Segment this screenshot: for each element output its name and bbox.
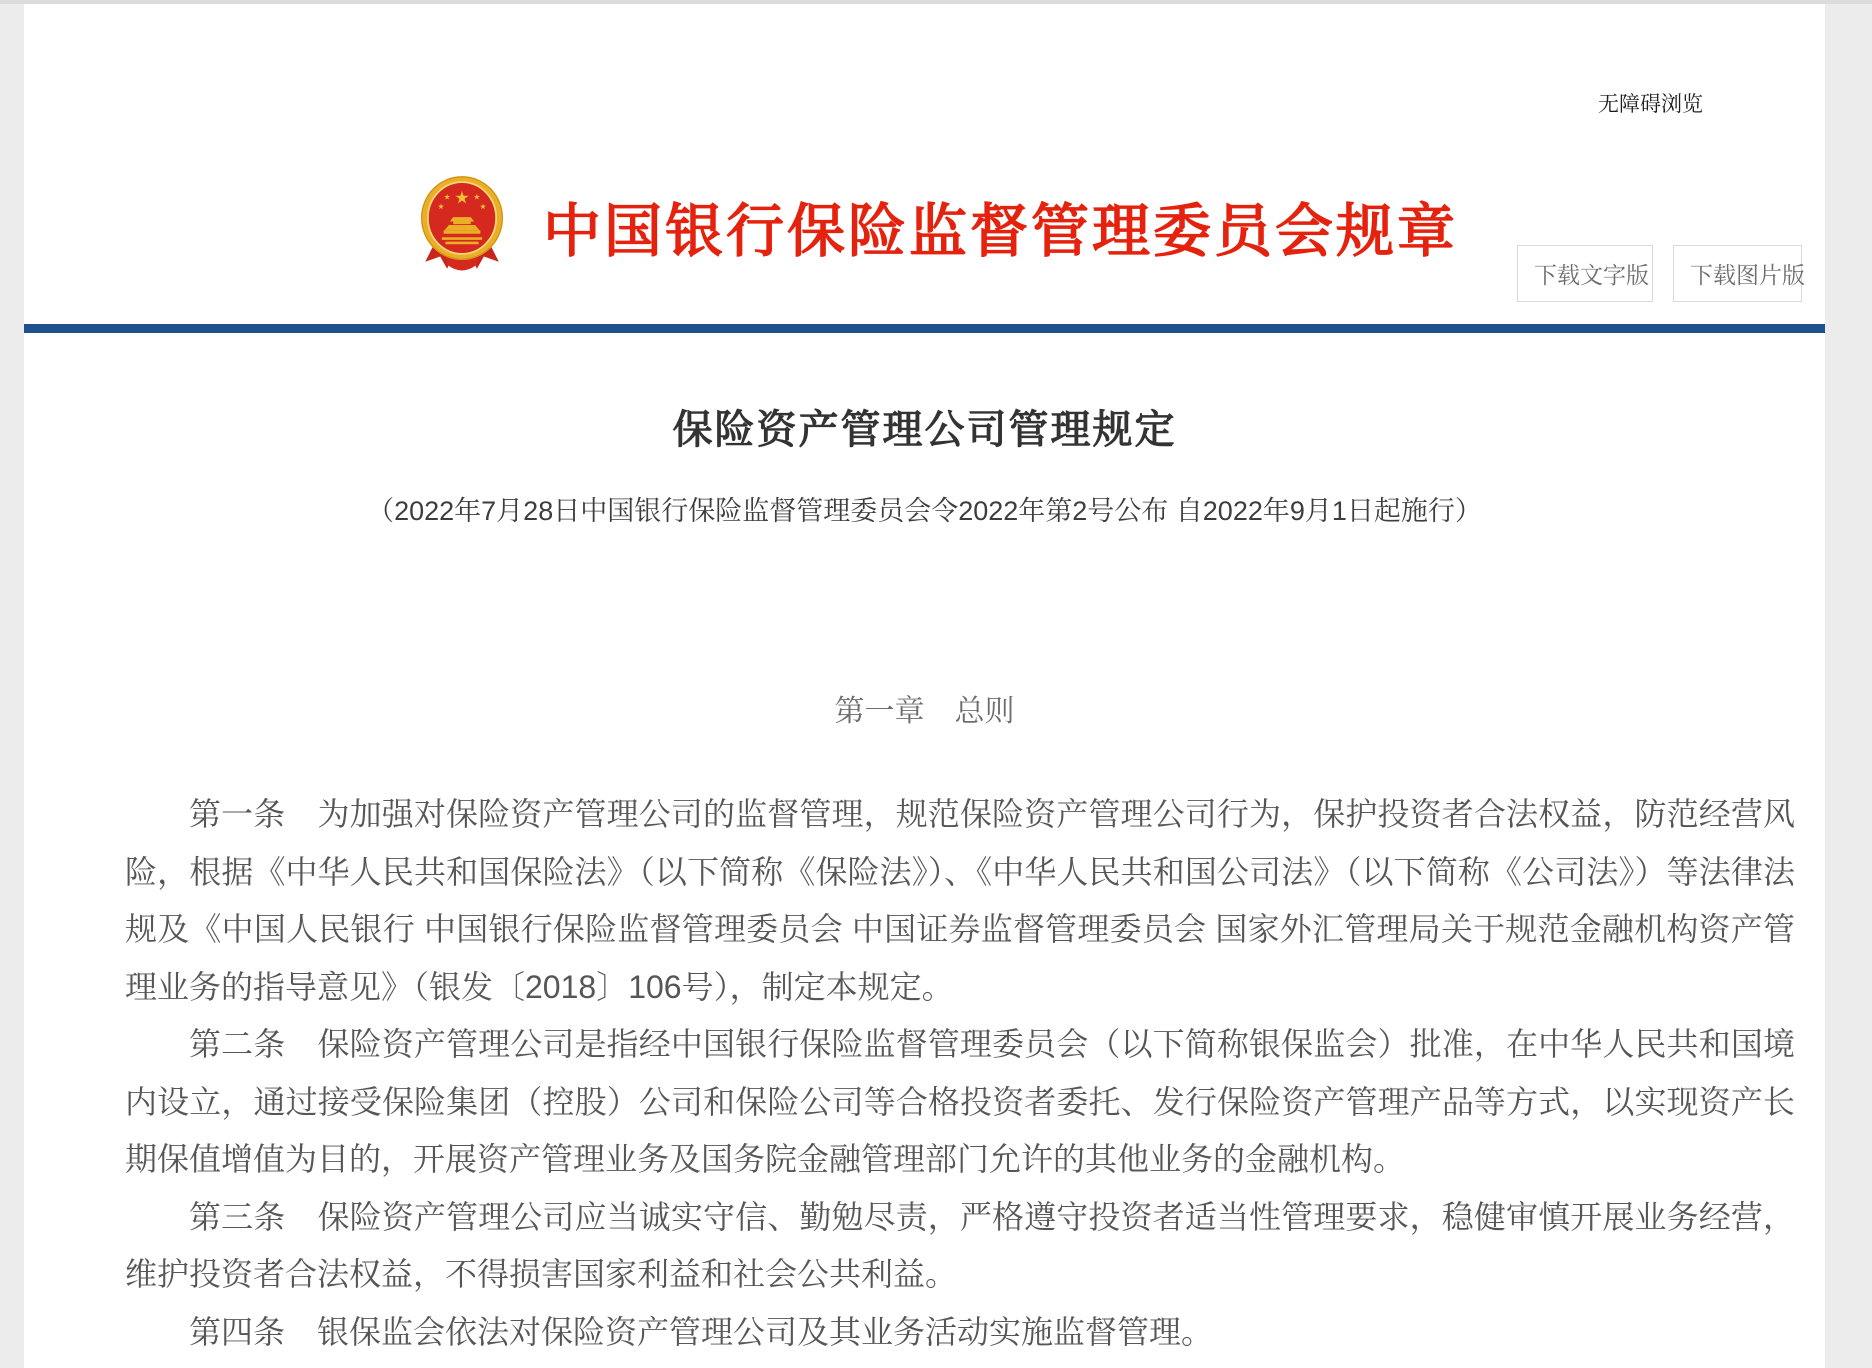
download-text-version-button[interactable]: 下载文字版: [1517, 245, 1653, 302]
accessibility-browse-link[interactable]: 无障碍浏览: [1598, 93, 1703, 116]
chapter-heading: 第一章 总则: [834, 695, 1015, 728]
document-paragraph: 第二条 保险资产管理公司是指经中国银行保险监督管理委员会（以下简称银保监会）批准，在中华人民共和国境内设立，通过接受保险集团（控股）公司和保险公司等合格投资者委托、发行保险资产管理产品等方式，以实现资产长期保值增值为目的，开展资产管理业务及国务院金融管理部门允许的其他业务的金融机构。: [125, 1026, 1795, 1177]
document-paragraphs: [125, 786, 1795, 1361]
header-divider-bar: [24, 324, 1825, 333]
page-container: [24, 0, 1825, 1368]
national-emblem-icon: [418, 176, 506, 274]
download-image-version-button[interactable]: 下载图片版: [1673, 245, 1802, 302]
document-subtitle: （2022年7月28日中国银行保险监督管理委员会令2022年第2号公布 自2022年9月1日起施行）: [367, 496, 1482, 526]
document-paragraph: 第一条 为加强对保险资产管理公司的监督管理，规范保险资产管理公司行为，保护投资者合法权益，防范经营风险，根据《中华人民共和国保险法》（以下简称《保险法》）、《中华人民共和国公司法》（以下简称《公司法》）等法律法规及《中国人民银行 中国银行保险监督管理委员会 中国证券监督管理委员会 国家外汇管理局关于规范金融机构资产管理业务的指导意见》（银发〔2018〕106号），制定本规定。: [125, 796, 1795, 1005]
document-paragraph: 第三条 保险资产管理公司应当诚实守信、勤勉尽责，严格遵守投资者适当性管理要求，稳健审慎开展业务经营，维护投资者合法权益，不得损害国家利益和社会公共利益。: [125, 1198, 1795, 1292]
document-title: 保险资产管理公司管理规定: [672, 408, 1177, 452]
site-header-title: 中国银行保险监督管理委员会规章: [543, 199, 1459, 264]
window-top-edge: [0, 0, 1872, 4]
document-paragraph: 第四条 银保监会依法对保险资产管理公司及其业务活动实施监督管理。: [189, 1313, 1214, 1350]
